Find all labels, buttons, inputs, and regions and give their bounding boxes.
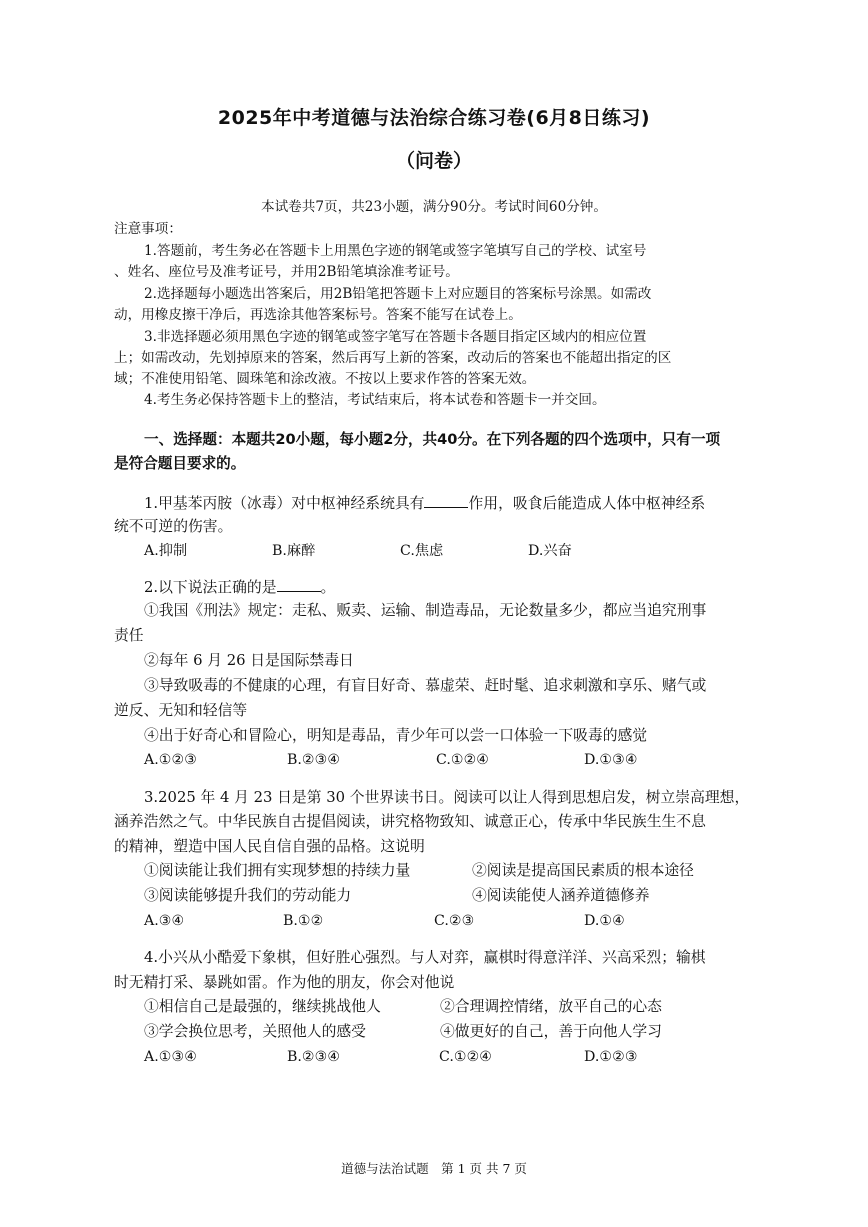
statement-4: ④做更好的自己，善于向他人学习: [440, 1023, 662, 1040]
statement-1: ①我国《刑法》规定：走私、贩卖、运输、制造毒品，无论数量多少，都应当追究刑事: [144, 602, 707, 619]
section-heading: 一、选择题：本题共20小题，每小题2分，共40分。在下列各题的四个选项中，只有一项: [144, 431, 721, 448]
notes-heading: 注意事项：: [114, 221, 182, 237]
question-2-stem: [144, 577, 335, 598]
note-line: 、姓名、座位号及准考证号，并用2B铅笔填涂准考证号。: [114, 264, 459, 280]
statement-4: ④阅读能使人涵养道德修养: [472, 887, 650, 904]
statement-4: ④出于好奇心和冒险心，明知是毒品，青少年可以尝一口体验一下吸毒的感觉: [144, 727, 648, 744]
statement-1: ①相信自己是最强的，继续挑战他人: [144, 998, 381, 1015]
page-title: 2025年中考道德与法治综合练习卷(6月8日练习): [217, 107, 651, 129]
statement-2: ②阅读是提高国民素质的根本途径: [472, 862, 694, 879]
statement-3-cont: 逆反、无知和轻信等: [114, 702, 248, 719]
question-1-stem: [144, 493, 705, 514]
statement-3: ③导致吸毒的不健康的心理，有盲目好奇、慕虚荣、赶时髦、追求刺激和享乐、赌气或: [144, 677, 707, 694]
question-1-stem-cont: 统不可逆的伤害。: [114, 518, 233, 535]
page-subtitle: （问卷）: [395, 150, 472, 172]
option-a: A.抑制: [144, 543, 188, 559]
option-c: C.②③: [434, 913, 475, 929]
question-2-text: 2.以下说法正确的是: [144, 579, 277, 596]
answer-blank: [424, 493, 468, 508]
option-b: B.②③④: [287, 1049, 341, 1065]
option-d: D.①③④: [584, 752, 638, 768]
option-b: B.①②: [283, 913, 324, 929]
note-line: 2.选择题每小题选出答案后，用2B铅笔把答题卡上对应题目的答案标号涂黑。如需改: [144, 286, 652, 302]
option-a: A.③④: [144, 913, 185, 929]
question-1-text: 1.甲基苯丙胺（冰毒）对中枢神经系统具有: [144, 495, 425, 512]
question-3-stem: 3.2025 年 4 月 23 日是第 30 个世界读书日。阅读可以让人得到思想启发，树立崇高理想，: [144, 789, 750, 806]
page-footer: 道德与法治试题 第 1 页 共 7 页: [341, 1161, 527, 1176]
exam-info: 本试卷共7页，共23小题，满分90分。考试时间60分钟。: [260, 199, 607, 215]
statement-2: ②合理调控情绪，放平自己的心态: [440, 998, 662, 1015]
question-1-text-cont: 作用，吸食后能造成人体中枢神经系: [468, 495, 706, 512]
option-c: C.焦虑: [400, 543, 444, 559]
note-line: 4.考生务必保持答题卡上的整洁，考试结束后，将本试卷和答题卡一并交回。: [144, 392, 606, 408]
option-d: D.兴奋: [528, 543, 572, 559]
question-2-text-end: 。: [320, 579, 336, 596]
note-line: 动，用橡皮擦干净后，再选涂其他答案标号。答案不能写在试卷上。: [114, 307, 522, 323]
option-d: D.①④: [584, 913, 625, 929]
statement-3: ③学会换位思考，关照他人的感受: [144, 1023, 366, 1040]
question-3-stem-cont: 涵养浩然之气。中华民族自古提倡阅读，讲究格物致知、诚意正心，传承中华民族生生不息: [114, 813, 706, 830]
option-b: B.麻醉: [272, 543, 316, 559]
option-a: A.①②③: [144, 752, 197, 768]
note-line: 3.非选择题必须用黑色字迹的钢笔或签字笔写在答题卡各题目指定区域内的相应位置: [144, 329, 647, 345]
question-3-stem-cont: 的精神，塑造中国人民自信自强的品格。这说明: [114, 838, 425, 855]
statement-1-cont: 责任: [114, 627, 144, 644]
note-line: 1.答题前，考生务必在答题卡上用黑色字迹的钢笔或签字笔填写自己的学校、试室号: [144, 243, 647, 259]
option-d: D.①②③: [584, 1049, 638, 1065]
statement-2: ②每年 6 月 26 日是国际禁毒日: [144, 652, 354, 669]
answer-blank: [277, 577, 321, 592]
statement-3: ③阅读能够提升我们的劳动能力: [144, 887, 352, 904]
option-b: B.②③④: [287, 752, 341, 768]
question-4-stem: 4.小兴从小酷爱下象棋，但好胜心强烈。与人对弈，赢棋时得意洋洋、兴高采烈；输棋: [144, 949, 706, 966]
option-c: C.①②④: [436, 752, 490, 768]
note-line: 域；不准使用铅笔、圆珠笔和涂改液。不按以上要求作答的答案无效。: [114, 371, 536, 387]
note-line: 上；如需改动，先划掉原来的答案，然后再写上新的答案，改动后的答案也不能超出指定的区: [114, 350, 672, 366]
option-a: A.①③④: [144, 1049, 197, 1065]
option-c: C.①②④: [439, 1049, 493, 1065]
statement-1: ①阅读能让我们拥有实现梦想的持续力量: [144, 862, 411, 879]
question-4-stem-cont: 时无精打采、暴跳如雷。作为他的朋友，你会对他说: [114, 974, 455, 991]
section-heading-cont: 是符合题目要求的。: [114, 455, 246, 472]
